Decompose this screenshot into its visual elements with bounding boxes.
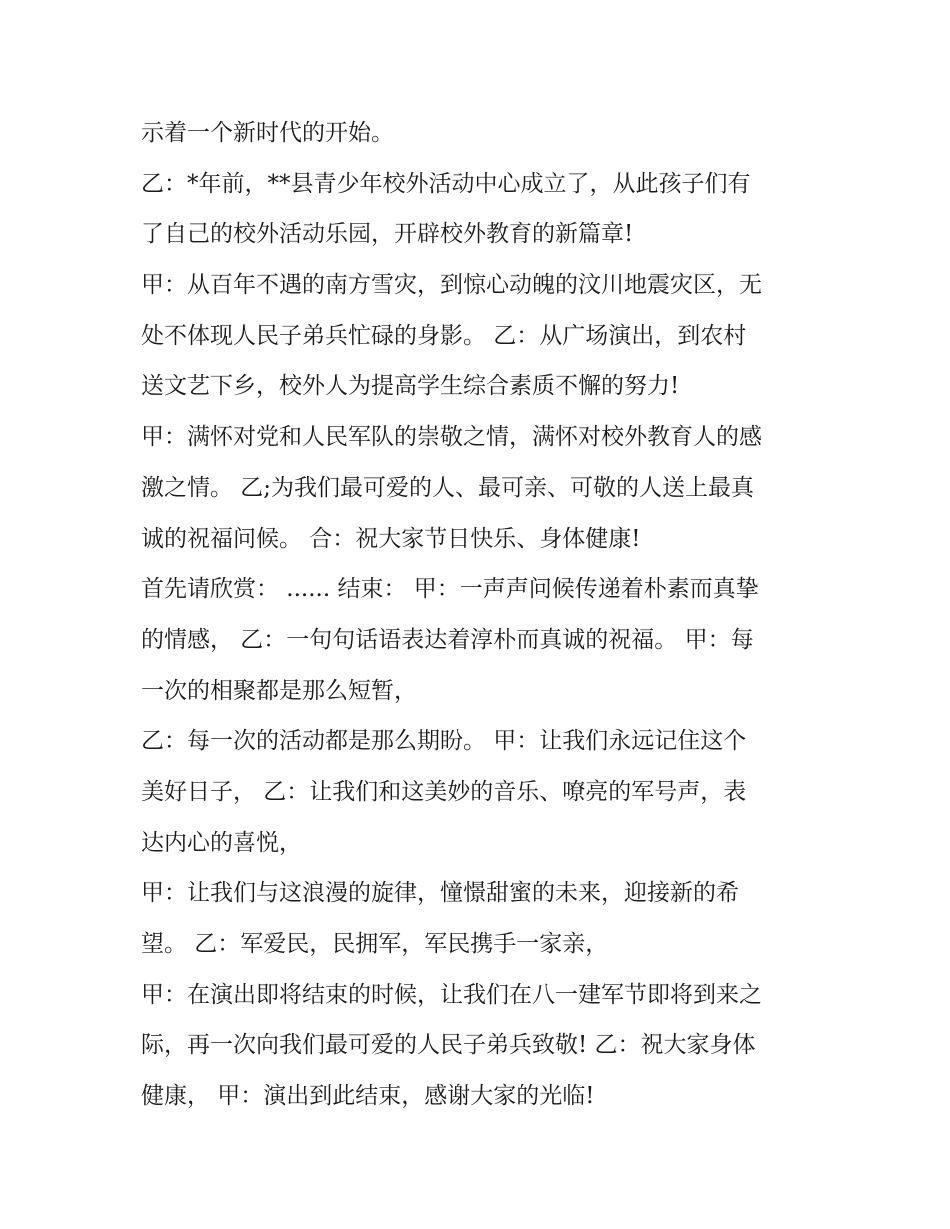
document-body	[141, 108, 821, 1122]
text-line: 甲：满怀对党和人民军队的崇敬之情，满怀对校外教育人的感	[141, 424, 762, 451]
text-line: 了自己的校外活动乐园，开辟校外教育的新篇章!	[141, 221, 634, 248]
text-line: 望。 乙：军爱民，民拥军，军民携手一家亲，	[141, 931, 609, 957]
text-line: 甲：从百年不遇的南方雪灾，到惊心动魄的汶川地震灾区，无	[141, 272, 762, 299]
text-line: 乙：*年前，**县青少年校外活动中心成立了，从此孩子们有	[141, 170, 751, 197]
text-line: 一次的相聚都是那么短暂，	[141, 677, 417, 704]
text-line: 际，再一次向我们最可爱的人民子弟兵致敬! 乙：祝大家身体	[141, 1032, 756, 1059]
text-line: 甲：在演出即将结束的时候，让我们在八一建军节即将到来之	[141, 981, 762, 1008]
text-line: 的情感， 乙：一句句话语表达着淳朴而真诚的祝福。 甲：每	[141, 626, 754, 653]
text-line: 处不体现人民子弟兵忙碌的身影。 乙：从广场演出，到农村	[141, 322, 747, 349]
text-line: 乙：每一次的活动都是那么期盼。 甲：让我们永远记住这个	[141, 728, 747, 755]
text-line: 甲：让我们与这浪漫的旋律，憧憬甜蜜的未来，迎接新的希	[141, 880, 739, 907]
text-line: 健康， 甲：演出到此结束，感谢大家的光临!	[141, 1083, 595, 1110]
text-line: 美好日子， 乙：让我们和这美妙的音乐、嘹亮的军号声，表	[141, 778, 747, 805]
text-line: 激之情。 乙;为我们最可爱的人、最可亲、可敬的人送上最真	[141, 474, 755, 501]
text-line: 送文艺下乡，校外人为提高学生综合素质不懈的努力!	[141, 373, 680, 400]
text-line: 首先请欣赏： ...... 结束： 甲：一声声问候传递着朴素而真挚	[141, 576, 759, 603]
text-line: 示着一个新时代的开始。	[141, 120, 394, 146]
text-line: 诚的祝福问候。 合：祝大家节日快乐、身体健康!	[141, 525, 641, 552]
text-line: 达内心的喜悦，	[141, 829, 302, 856]
